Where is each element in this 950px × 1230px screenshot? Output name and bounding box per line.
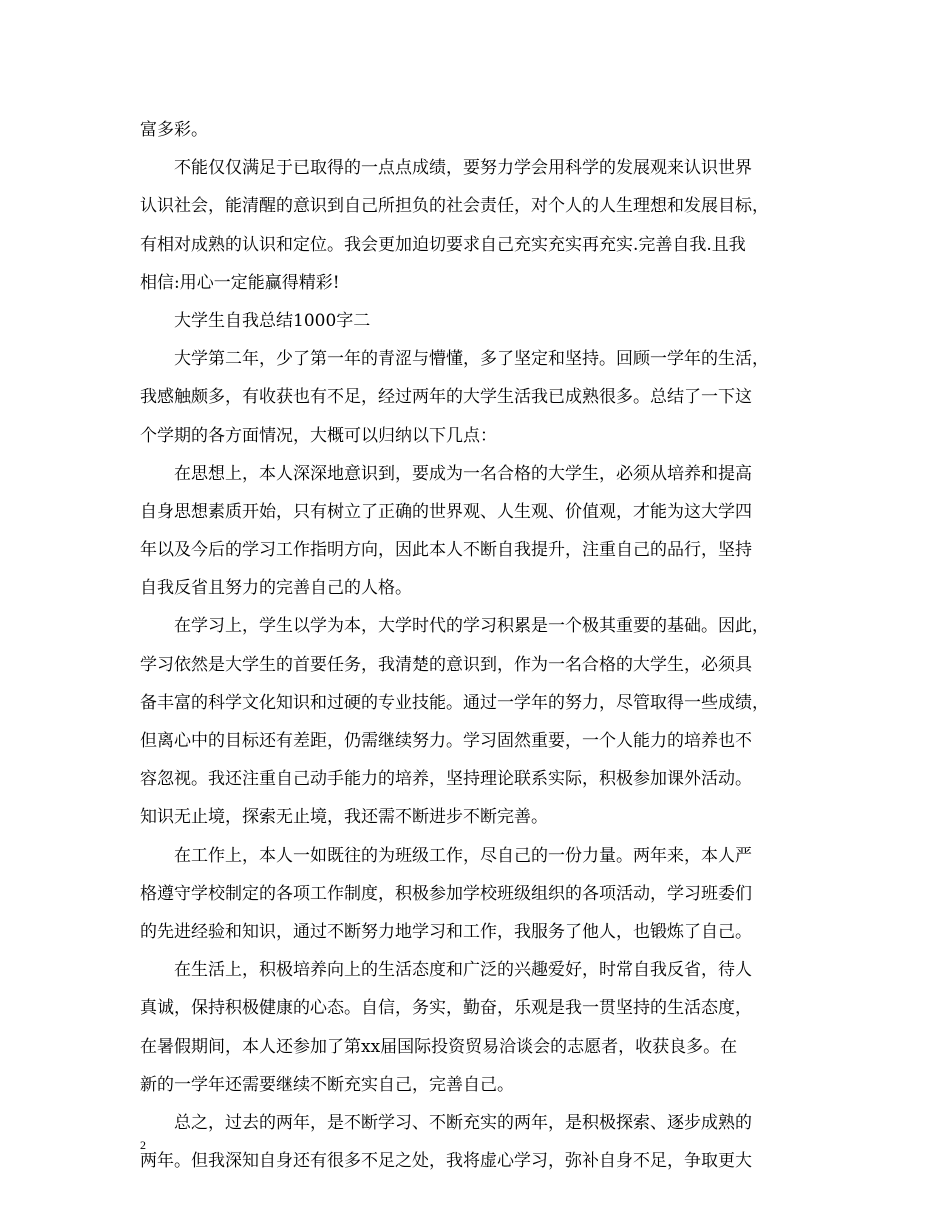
paragraph-first-line: 在工作上，本人一如既往的为班级工作，尽自己的一份力量。两年来，本人严 <box>174 845 752 866</box>
paragraph-first-line: 在生活上，积极培养向上的生活态度和广泛的兴趣爱好，时常自我反省，待人 <box>174 960 752 981</box>
text-line: 在暑假期间，本人还参加了第xx届国际投资贸易洽谈会的志愿者，收获良多。在 <box>140 1036 738 1057</box>
text-line: 的先进经验和知识，通过不断努力地学习和工作，我服务了他人，也锻炼了自己。 <box>140 921 752 942</box>
text-line: 有相对成熟的认识和定位。我会更加迫切要求自己充实充实再充实.完善自我.且我 <box>140 234 746 255</box>
text-line: 个学期的各方面情况，大概可以归纳以下几点： <box>140 425 497 446</box>
text-line: 格遵守学校制定的各项工作制度，积极参加学校班级组织的各项活动，学习班委们 <box>140 883 752 904</box>
page-number: 2 <box>140 1138 146 1152</box>
text-line: 知识无止境，探索无止境，我还需不断进步不断完善。 <box>140 807 548 828</box>
paragraph-first-line: 在思想上，本人深深地意识到，要成为一名合格的大学生，必须从培养和提高 <box>174 463 752 484</box>
text-line: 年以及今后的学习工作指明方向，因此本人不断自我提升，注重自己的品行，坚持 <box>140 540 752 561</box>
text-line: 认识社会，能清醒的意识到自己所担负的社会责任，对个人的人生理想和发展目标， <box>140 196 769 217</box>
paragraph-first-line: 大学第二年，少了第一年的青涩与懵懂，多了坚定和坚持。回顾一学年的生活， <box>174 349 769 370</box>
text-line: 自我反省且努力的完善自己的人格。 <box>140 578 412 599</box>
text-line: 富多彩。 <box>140 120 208 140</box>
text-line: 两年。但我深知自身还有很多不足之处，我将虚心学习，弥补自身不足，争取更大 <box>140 1151 752 1172</box>
text-line: 新的一学年还需要继续不断充实自己，完善自己。 <box>140 1074 514 1095</box>
text-line: 我感触颇多，有收获也有不足，经过两年的大学生活我已成熟很多。总结了一下这 <box>140 387 752 408</box>
text-line: 自身思想素质开始，只有树立了正确的世界观、人生观、价值观，才能为这大学四 <box>140 501 752 522</box>
text-line: 真诚，保持积极健康的心态。自信，务实，勤奋，乐观是我一贯坚持的生活态度， <box>140 998 752 1019</box>
paragraph-first-line: 在学习上，学生以学为本，大学时代的学习积累是一个极其重要的基础。因此， <box>174 616 769 637</box>
paragraph-first-line: 大学生自我总结1000字二 <box>174 310 371 331</box>
text-line: 备丰富的科学文化知识和过硬的专业技能。通过一学年的努力，尽管取得一些成绩， <box>140 692 769 713</box>
paragraph-first-line: 不能仅仅满足于已取得的一点点成绩，要努力学会用科学的发展观来认识世界 <box>174 158 752 179</box>
text-line: 相信:用心一定能赢得精彩! <box>140 272 340 293</box>
text-line: 容忽视。我还注重自己动手能力的培养，坚持理论联系实际，积极参加课外活动。 <box>140 769 752 790</box>
text-line: 但离心中的目标还有差距，仍需继续努力。学习固然重要，一个人能力的培养也不 <box>140 731 752 751</box>
paragraph-first-line: 总之，过去的两年，是不断学习、不断充实的两年，是积极探索、逐步成熟的 <box>174 1112 752 1133</box>
document-body <box>140 111 812 1180</box>
text-line: 学习依然是大学生的首要任务，我清楚的意识到，作为一名合格的大学生，必须具 <box>140 654 752 675</box>
